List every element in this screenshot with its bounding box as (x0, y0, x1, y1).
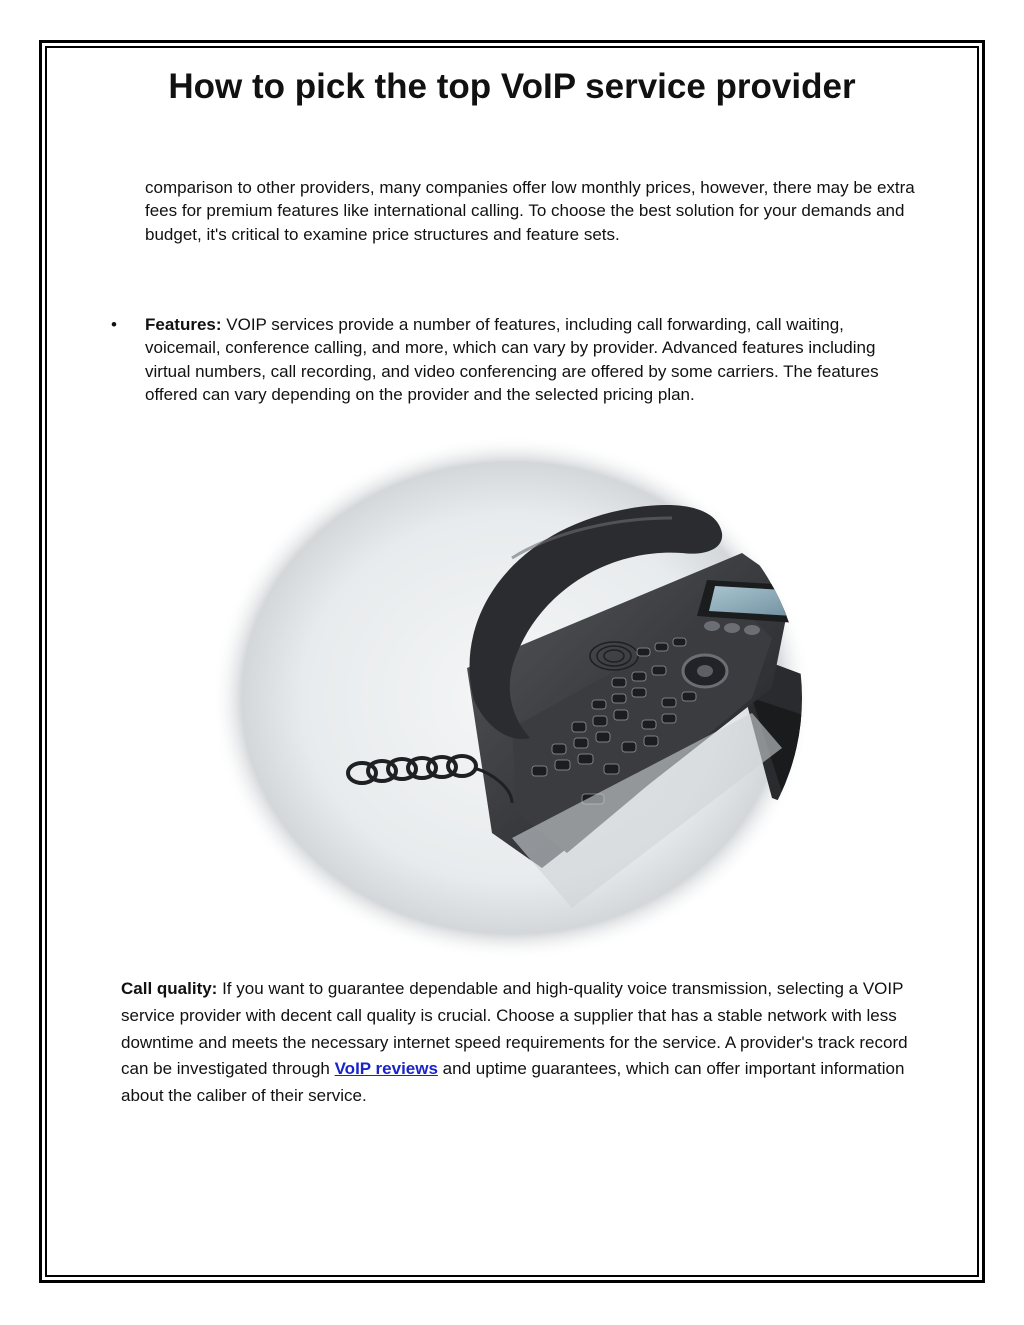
intro-paragraph: comparison to other providers, many companies offer low monthly prices, however, there may be extra fees for premium features like international calling. To choose the best solution for your demands and budget, it's critical to examine price structures and feature sets. (145, 178, 915, 244)
call-quality-text-end: and uptime guarantees, which can offer important information about the caliber of their service. (121, 1059, 905, 1106)
features-paragraph (145, 313, 915, 406)
features-text: VOIP services provide a number of features, including call forwarding, call waiting, voicemail, conference calling, and more, which can vary by provider. Advanced features including virtual numbers, call recording, and video conferencing are offered by some carriers. The features offered can vary depending on the provider and the selected pricing plan. (145, 315, 879, 404)
page-title: How to pick the top VoIP service provider (168, 67, 856, 106)
voip-phone-image (212, 438, 812, 958)
call-quality-label: Call quality: (121, 979, 218, 998)
features-label: Features: (145, 315, 222, 334)
bullet-icon: • (111, 315, 117, 334)
call-quality-paragraph (121, 976, 911, 1110)
call-quality-text: If you want to guarantee dependable and high-quality voice transmission, selecting a VOIP service provider with decent call quality is crucial. Choose a supplier that has a stable network with less downtime and meets the necessary internet speed requirements for the service. A provider's track record can be investigated through (121, 979, 908, 1079)
voip-reviews-link[interactable]: VoIP reviews (334, 1059, 438, 1079)
